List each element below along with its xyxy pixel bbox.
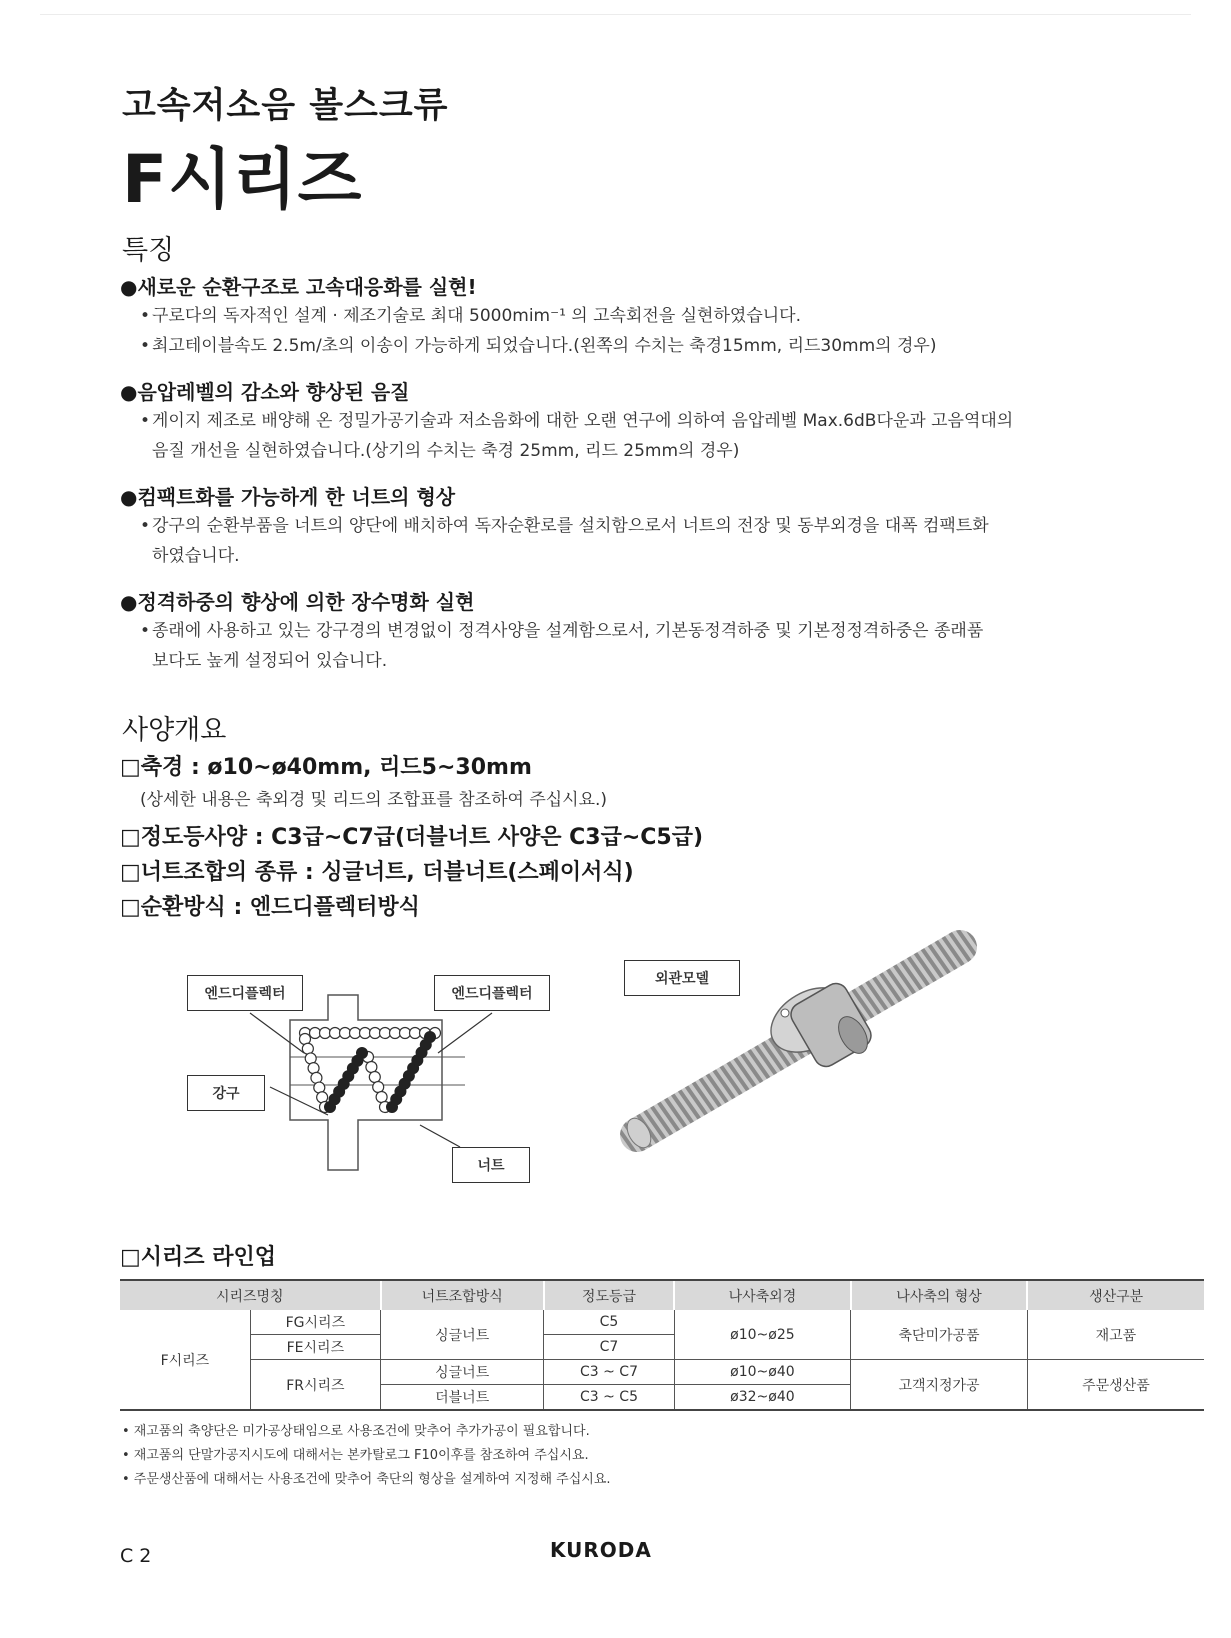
cell-prod-b: 주문생산품 [1027, 1360, 1204, 1411]
spec-circulation: □순환방식 : 엔드디플렉터방식 [120, 895, 420, 920]
spec-shaft-note: (상세한 내용은 축외경 및 리드의 조합표를 참조하여 주십시요.) [140, 790, 608, 810]
steel-ball [369, 1072, 380, 1083]
col-header-grade: 정도등급 [544, 1280, 674, 1310]
steel-ball [390, 1028, 401, 1039]
cell-series: F시리즈 [120, 1310, 250, 1410]
steel-ball [320, 1028, 331, 1039]
steel-ball [373, 1082, 384, 1093]
feature-1-bullet-2: • 최고테이블속도 2.5m/초의 이송이 가능하게 되었습니다.(왼쪽의 수치는 축경15mm, 리드30mm의 경우) [140, 336, 937, 356]
col-header-shape: 나사축의 형상 [851, 1280, 1028, 1310]
feature-2-bullet-2: 음질 개선을 실현하였습니다.(상기의 수치는 축경 25mm, 리드 25mm의 경우) [152, 441, 740, 461]
cell-shape-a: 축단미가공품 [851, 1310, 1028, 1360]
steel-ball [400, 1028, 411, 1039]
cell-fe: FE시리즈 [250, 1335, 380, 1360]
label-end-deflector-right: 엔드디플렉터 [434, 975, 550, 1011]
steel-ball [357, 1048, 368, 1059]
cell-shape-b: 고객지정가공 [851, 1360, 1028, 1411]
cell-grade-c5: C5 [544, 1310, 674, 1335]
feature-3-bullet-2: 하였습니다. [152, 546, 240, 566]
spec-shaft: □축경 : ø10~ø40mm, 리드5~30mm [120, 755, 532, 780]
spec-grade: □정도등사양 : C3급~C7급(더블너트 사양은 C3급~C5급) [120, 825, 704, 850]
brand-logo: KURODA [550, 1538, 652, 1562]
feature-2-bullet-1: • 게이지 제조로 배양해 온 정밀가공기술과 저소음화에 대한 오랜 연구에 의하여 음압레벨 Max.6dB다운과 고음역대의 [140, 411, 1014, 431]
feature-3-title: ●컴팩트화를 가능하게 한 너트의 형상 [120, 485, 456, 509]
steel-ball [360, 1028, 371, 1039]
spec-nut: □너트조합의 종류 : 싱글너트, 더블너트(스페이서식) [120, 860, 634, 885]
cell-fr: FR시리즈 [250, 1360, 380, 1411]
cell-dia-10-25: ø10~ø25 [674, 1310, 851, 1360]
feature-4-bullet-2: 보다도 높게 설정되어 있습니다. [152, 651, 388, 671]
cell-nut-single-2: 싱글너트 [381, 1360, 544, 1385]
steel-ball [330, 1028, 341, 1039]
steel-ball [410, 1028, 421, 1039]
ball-screw-model-image [615, 925, 995, 1165]
feature-2-title: ●음압레벨의 감소와 향상된 음질 [120, 380, 410, 404]
feature-4-bullet-1: • 종래에 사용하고 있는 강구경의 변경없이 정격사양을 설계함으로서, 기본동정격하중 및 기본정정격하중은 종래품 [140, 621, 984, 641]
steel-ball [425, 1032, 436, 1043]
steel-ball [350, 1028, 361, 1039]
col-header-series: 시리즈명칭 [120, 1280, 381, 1310]
feature-1-bullet-1: • 구로다의 독자적인 설계 · 제조기술로 최대 5000mim⁻¹ 의 고속회전을 실현하였습니다. [140, 306, 801, 326]
col-header-diameter: 나사축외경 [674, 1280, 851, 1310]
cell-dia-32-40: ø32~ø40 [674, 1385, 851, 1411]
page-number: C 2 [120, 1545, 152, 1567]
cell-nut-single: 싱글너트 [381, 1310, 544, 1360]
label-steel-ball: 강구 [187, 1075, 265, 1111]
steel-ball [370, 1028, 381, 1039]
steel-balls-white [300, 1028, 441, 1113]
steel-ball [340, 1028, 351, 1039]
cell-dia-10-40: ø10~ø40 [674, 1360, 851, 1385]
series-lineup-table [120, 1279, 1204, 1411]
steel-ball [366, 1062, 377, 1073]
spec-heading: 사양개요 [122, 715, 227, 746]
feature-1-title: ●새로운 순환구조로 고속대응화를 실현! [120, 275, 477, 299]
label-appearance-model: 외관모델 [624, 960, 740, 996]
note-3: • 주문생산품에 대해서는 사용조건에 맞추어 축단의 형상을 설계하여 지정해 주십시요. [122, 1472, 611, 1487]
cell-nut-double: 더블너트 [381, 1385, 544, 1411]
cell-prod-a: 재고품 [1027, 1310, 1204, 1360]
steel-ball [310, 1028, 321, 1039]
steel-ball [380, 1028, 391, 1039]
label-end-deflector-left: 엔드디플렉터 [187, 975, 303, 1011]
steel-ball [376, 1092, 387, 1103]
note-2: • 재고품의 단말가공지시도에 대해서는 본카탈로그 F10이후를 참조하여 주십시요. [122, 1448, 589, 1463]
lineup-heading: □시리즈 라인업 [120, 1245, 276, 1270]
col-header-production: 생산구분 [1027, 1280, 1204, 1310]
page-subtitle: 고속저소음 볼스크류 [122, 86, 449, 126]
col-header-nut: 너트조합방식 [381, 1280, 544, 1310]
features-heading: 특징 [122, 235, 175, 266]
notes [122, 1420, 611, 1492]
cell-grade-c7: C7 [544, 1335, 674, 1360]
note-1: • 재고품의 축양단은 미가공상태임으로 사용조건에 맞추어 추가가공이 필요합니다. [122, 1424, 590, 1439]
cell-grade-c3c5: C3 ~ C5 [544, 1385, 674, 1411]
label-nut: 너트 [452, 1147, 530, 1183]
top-rule [40, 14, 1191, 15]
page-title: F시리즈 [122, 141, 363, 218]
cell-fg: FG시리즈 [250, 1310, 380, 1335]
cell-grade-c3c7: C3 ~ C7 [544, 1360, 674, 1385]
feature-4-title: ●정격하중의 향상에 의한 장수명화 실현 [120, 590, 475, 614]
feature-3-bullet-1: • 강구의 순환부품을 너트의 양단에 배치하여 독자순환로를 설치함으로서 너트의 전장 및 동부외경을 대폭 컴팩트화 [140, 516, 989, 536]
